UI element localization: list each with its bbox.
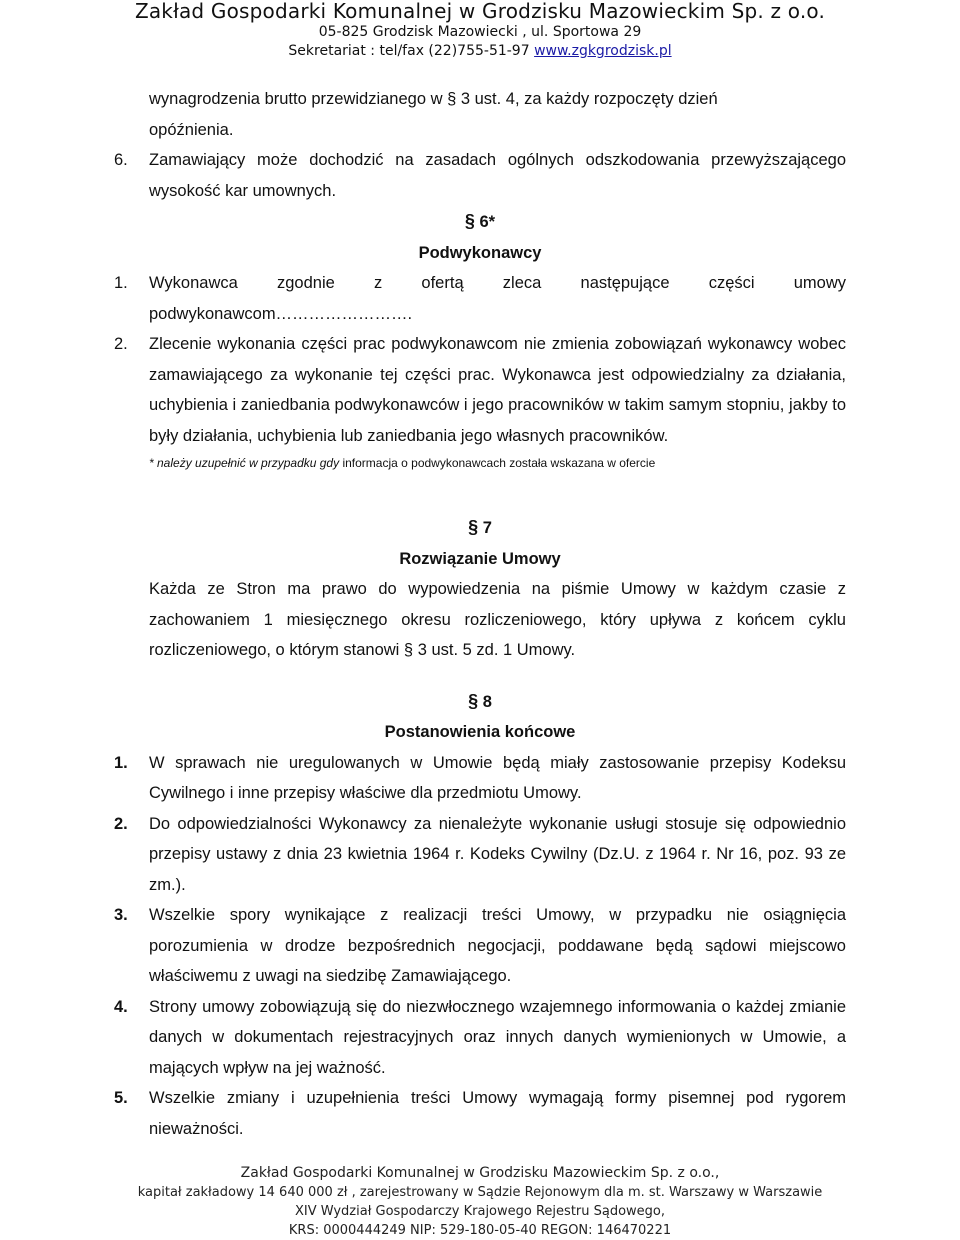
section-8-title: Postanowienia końcowe — [384, 723, 576, 741]
item-text: Strony umowy zobowiązują się do niezwłocznego wzajemnego informowania o każdej zmianie danych w dokumentach rejestracyjnych oraz innych danych wymienionych w Umowie, a mających wpływ na jej ważność. — [149, 997, 846, 1077]
section-number: 7 — [482, 519, 492, 537]
section-number: 6* — [479, 213, 496, 231]
s8-item-3 — [0, 900, 960, 992]
footnote — [0, 454, 960, 472]
item-text: Wykonawca zgodnie z ofertą zleca następujące części umowy podwykonawcom……………………. — [149, 274, 846, 323]
section-7-heading — [0, 512, 960, 544]
paragraph-symbol: § — [468, 517, 479, 537]
section-8-heading — [0, 686, 960, 718]
item-6 — [0, 145, 960, 206]
item-number: 4. — [114, 997, 128, 1016]
section-number: 8 — [482, 692, 492, 711]
page-footer — [0, 1164, 960, 1240]
item-text: W sprawach nie uregulowanych w Umowie będą miały zastosowanie przepisy Kodeksu Cywilnego i inne przepisy właściwe dla przedmiotu Umowy. — [149, 753, 846, 802]
continued-line-1: wynagrodzenia brutto przewidzianego w § 3 ust. 4, za każdy rozpoczęty dzień — [149, 90, 718, 108]
paragraph-symbol: § — [468, 690, 479, 711]
section-6-heading — [0, 206, 960, 238]
contact-phone: Sekretariat : tel/fax (22)755-51-97 — [288, 43, 535, 59]
s6-item-2 — [0, 329, 960, 451]
company-address: 05-825 Grodzisk Mazowiecki , ul. Sportowa 29 — [318, 24, 642, 40]
footer-registry: XIV Wydział Gospodarczy Krajowego Rejestru Sądowego, — [294, 1204, 666, 1219]
footer-capital: kapitał zakładowy 14 640 000 zł , zarejestrowany w Sądzie Rejonowym dla m. st. Warszawy w Warszawie — [137, 1185, 823, 1200]
item-number: 6. — [114, 151, 128, 169]
item-number: 2. — [114, 814, 128, 833]
s8-item-5 — [0, 1083, 960, 1144]
item-number: 1. — [114, 274, 128, 292]
document-body — [0, 84, 960, 1144]
company-contact — [0, 42, 960, 61]
item-number: 1. — [114, 753, 128, 772]
s8-item-1 — [0, 748, 960, 809]
continued-line-2: opóźnienia. — [149, 120, 234, 139]
item-number: 3. — [114, 906, 128, 924]
footer-ids: KRS: 0000444249 NIP: 529-180-05-40 REGON: 146470221 — [288, 1223, 672, 1238]
company-name: Zakład Gospodarki Komunalnej w Grodzisku Mazowieckim Sp. z o.o. — [134, 0, 826, 23]
footnote-italic: * należy uzupełnić w przypadku gdy — [149, 456, 340, 470]
item-number: 5. — [114, 1089, 128, 1107]
section-7-text: Każda ze Stron ma prawo do wypowiedzenia na piśmie Umowy w każdym czasie z zachowaniem 1 miesięcznego okresu rozliczeniowego, który upływa z końcem cyklu rozliczeniowego, o którym stanowi § 3 ust. 5 zd. 1 Umowy. — [149, 580, 846, 659]
s6-item-1 — [0, 268, 960, 329]
section-7-title: Rozwiązanie Umowy — [399, 549, 561, 568]
website-link[interactable]: www.zgkgrodzisk.pl — [534, 43, 672, 59]
paragraph-symbol: § — [464, 211, 475, 231]
s8-item-2 — [0, 809, 960, 901]
letterhead — [0, 0, 960, 61]
item-text: Wszelkie spory wynikające z realizacji treści Umowy, w przypadku nie osiągnięcia porozumienia w drodze bezpośrednich negocjacji, poddawane będą sądowi miejscowo właściwemu z uwagi na siedzibę Zamawiającego. — [149, 906, 846, 985]
s8-item-4 — [0, 992, 960, 1084]
item-number: 2. — [114, 335, 128, 353]
footer-company: Zakład Gospodarki Komunalnej w Grodzisku Mazowieckim Sp. z o.o., — [240, 1165, 720, 1181]
item-text: Zlecenie wykonania części prac podwykonawcom nie zmienia zobowiązań wykonawcy wobec zamawiającego za wykonanie tej części prac. Wykonawca jest odpowiedzialny za działania, uchybienia i zaniedbania podwykonawców i jego pracowników w takim samym stopniu, jakby to były działania, uchybienia lub zaniedbania jego własnych pracowników. — [149, 335, 846, 445]
item-text: Zamawiający może dochodzić na zasadach ogólnych odszkodowania przewyższającego wysokość kar umownych. — [149, 151, 846, 200]
footnote-text: informacja o podwykonawcach została wskazana w ofercie — [339, 456, 656, 470]
item-text: Do odpowiedzialności Wykonawcy za nienależyte wykonanie usługi stosuje się odpowiednio przepisy ustawy z dnia 23 kwietnia 1964 r. Kodeks Cywilny (Dz.U. z 1964 r. Nr 16, poz. 93 ze zm.). — [149, 814, 846, 894]
section-6-title: Podwykonawcy — [418, 243, 542, 262]
item-text: Wszelkie zmiany i uzupełnienia treści Umowy wymagają formy pisemnej pod rygorem nieważności. — [149, 1089, 846, 1138]
